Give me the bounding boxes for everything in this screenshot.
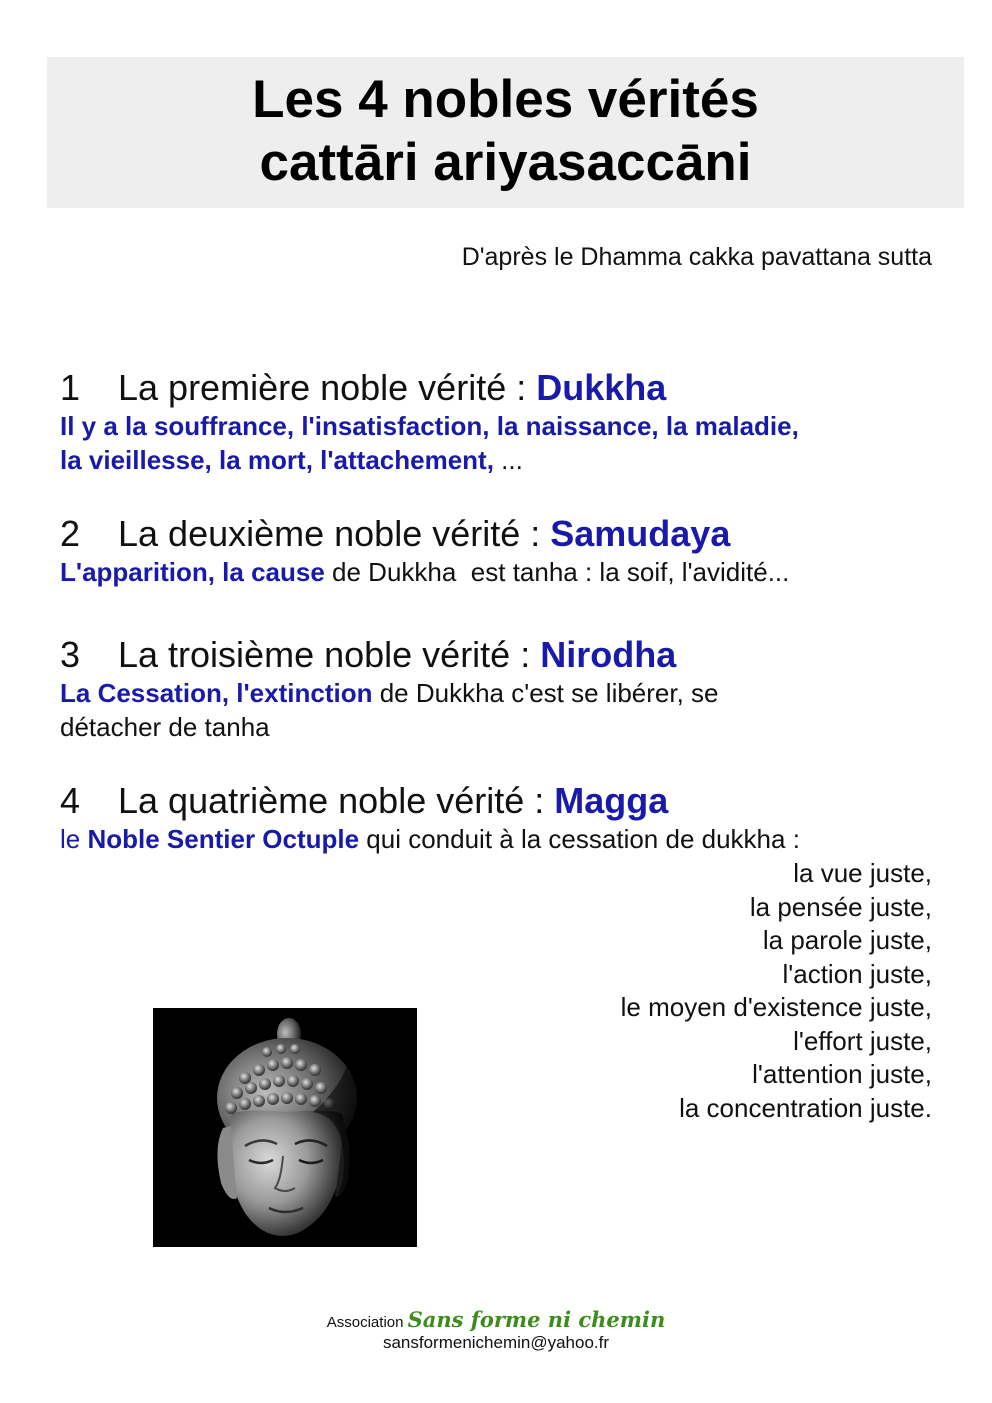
eightfold-path-list — [621, 857, 932, 1125]
truth-emphasis: Il y a la souffrance, l'insatisfaction, la naissance, la maladie, — [60, 411, 799, 441]
truth-prefix: le — [60, 824, 88, 854]
path-item: la vue juste, — [793, 858, 932, 888]
association-line — [0, 1307, 992, 1332]
truth-3 — [60, 634, 940, 744]
truth-heading-text: La troisième noble vérité : — [118, 634, 541, 675]
association-label: Association — [326, 1314, 408, 1331]
truth-description — [60, 676, 940, 744]
truth-number: 1 — [60, 367, 81, 408]
truth-text: de Dukkha est tanha : la soif, l'avidité... — [324, 557, 790, 587]
truth-4 — [60, 780, 940, 856]
association-name: Sans forme ni chemin — [407, 1307, 666, 1332]
title-banner — [47, 57, 964, 208]
truth-number: 2 — [60, 513, 81, 554]
truth-pali-term: Dukkha — [536, 367, 667, 408]
path-item: la pensée juste, — [749, 891, 932, 922]
truth-text: ... — [493, 445, 523, 475]
page-subtitle-pali: cattāri ariyasaccāni — [259, 133, 752, 192]
page-title: Les 4 nobles vérités — [252, 70, 759, 129]
footer — [0, 1307, 992, 1353]
truth-text: de Dukkha c'est se libérer, se — [372, 678, 719, 708]
truth-heading-text: La deuxième noble vérité : — [118, 513, 551, 554]
path-item: l'effort juste, — [793, 1025, 932, 1056]
truth-description — [60, 409, 940, 477]
path-item: l'action juste, — [782, 958, 932, 989]
truth-heading — [60, 780, 940, 822]
truth-1 — [60, 367, 940, 477]
truth-2 — [60, 513, 940, 589]
truth-emphasis: L'apparition, la cause — [60, 557, 325, 587]
truth-description — [60, 822, 940, 856]
truth-emphasis: la vieillesse, la mort, l'attachement, — [60, 445, 494, 475]
truth-heading — [60, 367, 940, 409]
path-item: la concentration juste. — [679, 1092, 932, 1123]
truth-number: 4 — [60, 780, 81, 821]
truth-text: qui conduit à la cessation de dukkha : — [359, 824, 800, 854]
path-item: l'attention juste, — [752, 1059, 932, 1089]
truth-heading-text: La première noble vérité : — [118, 367, 537, 408]
truth-emphasis: La Cessation, l'extinction — [60, 678, 373, 708]
truth-text: détacher de tanha — [60, 712, 270, 742]
contact-email: sansformenichemin@yahoo.fr — [382, 1333, 610, 1352]
path-item: la parole juste, — [762, 925, 932, 955]
truth-number: 3 — [60, 634, 81, 675]
path-item: le moyen d'existence juste, — [620, 992, 932, 1022]
truth-pali-term: Magga — [554, 780, 669, 821]
truth-emphasis: Noble Sentier Octuple — [87, 824, 360, 854]
truth-heading — [60, 513, 940, 555]
truth-description — [60, 555, 940, 589]
truth-heading-text: La quatrième noble vérité : — [118, 780, 555, 821]
source-reference: D'après le Dhamma cakka pavattana sutta — [461, 243, 932, 271]
truth-pali-term: Samudaya — [550, 513, 731, 554]
buddha-head-image — [153, 1008, 417, 1247]
truth-pali-term: Nirodha — [540, 634, 677, 675]
truth-heading — [60, 634, 940, 676]
